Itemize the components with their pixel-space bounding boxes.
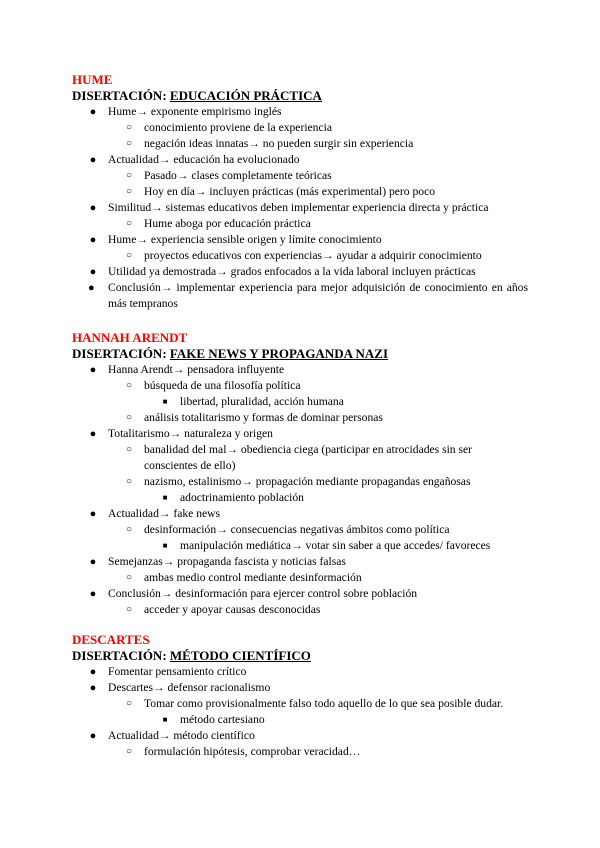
topic-prefix: DISERTACIÓN: bbox=[72, 346, 170, 361]
bullet-marker: ● bbox=[89, 266, 97, 278]
list-item-level-2 bbox=[72, 442, 528, 474]
bullet-marker: ● bbox=[89, 588, 97, 600]
list-item-level-2 bbox=[72, 378, 528, 394]
list-item-level-1 bbox=[72, 728, 528, 744]
list-item-text: proyectos educativos con experiencias→ ayudar a adquirir conocimiento bbox=[144, 249, 482, 262]
list-item-level-2 bbox=[72, 168, 528, 184]
bullet-marker: ● bbox=[89, 364, 97, 376]
list-item-level-2 bbox=[72, 248, 528, 264]
topic-prefix: DISERTACIÓN: bbox=[72, 648, 170, 663]
list-item-text: Semejanzas→ propaganda fascista y noticias falsas bbox=[108, 555, 346, 568]
list-item-text: manipulación mediática→ votar sin saber a que accedes/ favoreces bbox=[180, 539, 491, 552]
bullet-marker: ○ bbox=[125, 170, 133, 181]
list-item-level-3 bbox=[72, 712, 528, 728]
list-item-text: búsqueda de una filosofía política bbox=[144, 379, 301, 392]
bullet-marker: ■ bbox=[162, 397, 168, 406]
bullet-marker: ● bbox=[89, 154, 97, 166]
list-item-level-2 bbox=[72, 696, 528, 712]
list-item-text: análisis totalitarismo y formas de dominar personas bbox=[144, 411, 383, 424]
list-item-level-1 bbox=[72, 104, 528, 120]
bullet-marker: ○ bbox=[125, 746, 133, 757]
list-item-level-1 bbox=[72, 264, 528, 280]
list-item-text: Hume aboga por educación práctica bbox=[144, 217, 311, 230]
bullet-marker: ● bbox=[88, 282, 95, 294]
list-item-text: Fomentar pensamiento crítico bbox=[108, 665, 247, 678]
section-topic bbox=[72, 346, 528, 362]
list-item-text: negación ideas innatas→ no pueden surgir sin experiencia bbox=[144, 137, 414, 150]
bullet-marker: ○ bbox=[125, 122, 133, 133]
bullet-marker: ■ bbox=[162, 715, 168, 724]
bullet-marker: ○ bbox=[125, 476, 133, 487]
topic-prefix: DISERTACIÓN: bbox=[72, 88, 170, 103]
bullet-list bbox=[72, 362, 528, 618]
section-author: HUME bbox=[72, 72, 113, 87]
list-item-text: libertad, pluralidad, acción humana bbox=[180, 395, 344, 408]
list-item-text: adoctrinamiento población bbox=[180, 491, 304, 504]
section-descartes bbox=[72, 632, 528, 760]
list-item-text: método cartesiano bbox=[180, 713, 265, 726]
bullet-marker: ○ bbox=[125, 572, 133, 583]
bullet-list bbox=[72, 664, 528, 760]
list-item-level-2 bbox=[72, 410, 528, 426]
topic-title: FAKE NEWS Y PROPAGANDA NAZI bbox=[169, 346, 389, 361]
section-author: HANNAH ARENDT bbox=[72, 330, 188, 345]
list-item-text: Actualidad→ fake news bbox=[108, 507, 221, 520]
bullet-marker: ● bbox=[89, 106, 97, 118]
list-item-level-2 bbox=[72, 744, 528, 760]
list-item-text: Similitud→ sistemas educativos deben implementar experiencia directa y práctica bbox=[108, 201, 489, 214]
list-item-level-1 bbox=[72, 586, 528, 602]
list-item-text: acceder y apoyar causas desconocidas bbox=[144, 603, 321, 616]
bullet-marker: ● bbox=[89, 508, 97, 520]
list-item-text: conocimiento proviene de la experiencia bbox=[144, 121, 332, 134]
list-item-text: Tomar como provisionalmente falso todo aquello de lo que sea posible dudar. bbox=[144, 697, 504, 710]
list-item-level-2 bbox=[72, 136, 528, 152]
list-item-text: Hoy en día→ incluyen prácticas (más experimental) pero poco bbox=[144, 185, 436, 198]
list-item-text: Pasado→ clases completamente teóricas bbox=[144, 169, 332, 182]
section-hume bbox=[72, 72, 528, 312]
list-item-text: Hanna Arendt→ pensadora influyente bbox=[108, 363, 285, 376]
bullet-marker: ○ bbox=[125, 186, 133, 197]
list-item-level-1 bbox=[72, 200, 528, 216]
list-item-level-1 bbox=[72, 664, 528, 680]
list-item-level-1 bbox=[72, 362, 528, 378]
list-item-text: banalidad del mal→ obediencia ciega (participar en atrocidades sin ser conscientes de ello) bbox=[144, 443, 473, 472]
bullet-marker: ○ bbox=[125, 380, 133, 391]
bullet-marker: ○ bbox=[125, 444, 133, 455]
list-item-level-2 bbox=[72, 120, 528, 136]
bullet-marker: ● bbox=[89, 202, 97, 214]
list-item-level-1 bbox=[72, 232, 528, 248]
bullet-marker: ● bbox=[89, 556, 97, 568]
topic-title: MÉTODO CIENTÍFICO bbox=[169, 648, 311, 663]
bullet-marker: ○ bbox=[125, 218, 133, 229]
list-item-level-2 bbox=[72, 184, 528, 200]
topic-title: EDUCACIÓN PRÁCTICA bbox=[169, 88, 322, 103]
list-item-level-3 bbox=[72, 394, 528, 410]
list-item-level-2 bbox=[72, 522, 528, 538]
list-item-text: Actualidad→ educación ha evolucionado bbox=[108, 153, 300, 166]
list-item-text: Conclusión→ implementar experiencia para mejor adquisición de conocimiento en años más tempranos bbox=[108, 281, 528, 310]
bullet-marker: ○ bbox=[125, 698, 133, 709]
list-item-level-1 bbox=[72, 426, 528, 442]
bullet-marker: ● bbox=[89, 666, 97, 678]
list-item-level-2 bbox=[72, 216, 528, 232]
list-item-level-1 bbox=[72, 506, 528, 522]
bullet-marker: ■ bbox=[162, 541, 168, 550]
bullet-list bbox=[72, 104, 528, 312]
bullet-marker: ○ bbox=[125, 524, 133, 535]
bullet-marker: ● bbox=[89, 682, 97, 694]
list-item-text: desinformación→ consecuencias negativas ámbitos como política bbox=[144, 523, 450, 536]
list-item-level-2 bbox=[72, 474, 528, 490]
list-item-text: Actualidad→ método científico bbox=[108, 729, 255, 742]
bullet-marker: ■ bbox=[162, 493, 168, 502]
list-item-level-1 bbox=[72, 554, 528, 570]
list-item-level-1 bbox=[72, 680, 528, 696]
list-item-text: formulación hipótesis, comprobar veracidad… bbox=[144, 745, 361, 758]
list-item-text: ambas medio control mediante desinformación bbox=[144, 571, 362, 584]
section-author: DESCARTES bbox=[72, 632, 150, 647]
list-item-text: Hume→ experiencia sensible origen y límite conocimiento bbox=[108, 233, 382, 246]
bullet-marker: ○ bbox=[125, 250, 133, 261]
bullet-marker: ● bbox=[89, 428, 97, 440]
section-hannah-arendt bbox=[72, 330, 528, 618]
section-topic bbox=[72, 88, 528, 104]
list-item-text: Descartes→ defensor racionalismo bbox=[108, 681, 271, 694]
list-item-text: Totalitarismo→ naturaleza y origen bbox=[108, 427, 273, 440]
list-item-text: Conclusión→ desinformación para ejercer control sobre población bbox=[108, 587, 418, 600]
list-item-level-1 bbox=[72, 280, 528, 312]
bullet-marker: ● bbox=[89, 730, 97, 742]
bullet-marker: ○ bbox=[125, 604, 133, 615]
list-item-level-3 bbox=[72, 490, 528, 506]
list-item-level-2 bbox=[72, 602, 528, 618]
list-item-text: Utilidad ya demostrada→ grados enfocados a la vida laboral incluyen prácticas bbox=[108, 265, 476, 278]
list-item-level-1 bbox=[72, 152, 528, 168]
list-item-text: Hume→ exponente empirismo inglés bbox=[108, 105, 282, 118]
list-item-text: nazismo, estalinismo→ propagación mediante propagandas engañosas bbox=[144, 475, 471, 488]
section-topic bbox=[72, 648, 528, 664]
list-item-level-2 bbox=[72, 570, 528, 586]
list-item-level-3 bbox=[72, 538, 528, 554]
bullet-marker: ○ bbox=[125, 412, 133, 423]
bullet-marker: ● bbox=[89, 234, 97, 246]
bullet-marker: ○ bbox=[125, 138, 133, 149]
